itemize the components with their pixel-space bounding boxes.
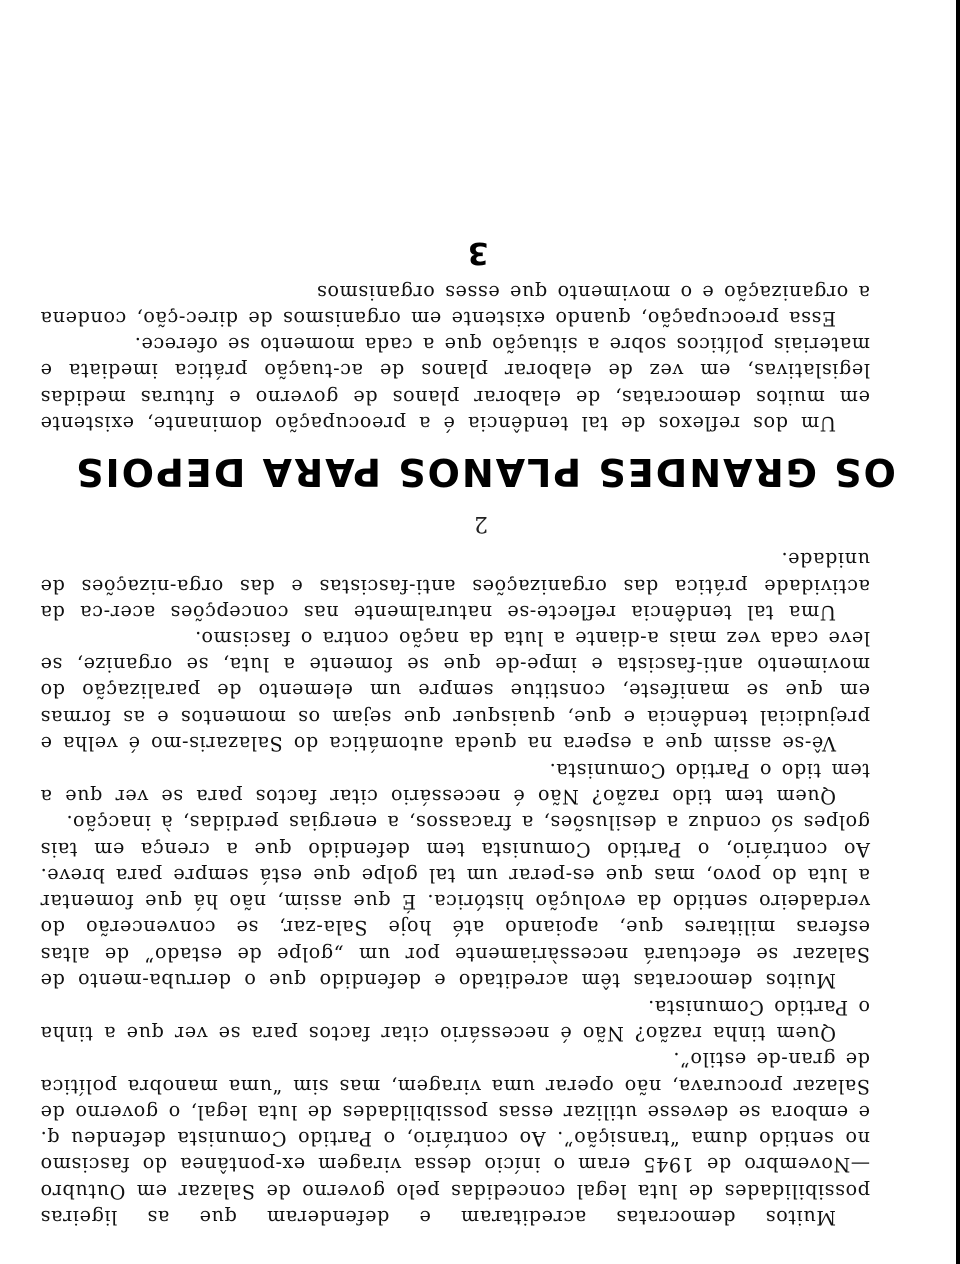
scan-edge-line — [956, 0, 960, 1264]
paragraph-tendencia-reflecte: Uma tal tendência reflecte-se naturalmente nas concepções acer-ca da actividade prática das organizações anti-fascistas e das orga-nizações de unidade. — [40, 548, 870, 624]
paragraph-quem-tem-tido-razao: Quem tem tido razão? Não é necessário citar factos para se ver que a tem tido o Partido Comunista. — [40, 758, 870, 808]
paragraph-quem-tinha-razao: Quem tinha razão? Não é necessário citar factos para se ver que a tinha o Partido Comunista. — [40, 995, 870, 1045]
section-divider-mark: 2 — [474, 511, 488, 536]
paragraph-golpe-de-estado: Muitos democratas têm acreditado e defendido que o derruba-mento de Salazar se efectuará necessàriamente por um „golpe de estado” de altas esferas militares que, apoiando até hoje Sala-zar, se convencerão do verdadeiro sentido da evolução histórica. É que assim, não há que fomentar a luta do povo, mas que es-perar um tal golpe que está sempre para breve. Ao contrário, o Partido Comunista tem defendido que a crença em tais golpes só conduz a desilusões, a fracassos, a energias perdidas, à inacção. — [40, 811, 870, 992]
section-title: OS GRANDES PLANOS PARA DEPOIS — [74, 450, 896, 494]
paragraph-viragem: Muitos democratas acreditaram e defenderam que as ligeiras possibilidades de luta legal concedidas pelo governo de Salazar em Outubro—Novembro de 1945 eram o início dessa viragem ex-pontânea do fascismo no sentido duma “transição”. Ao contrário, o Partido Comunista defendeu q. e embora se devesse utilizar essas possibilidades de luta legal, o governo de Salazar procurava, não operar uma viragem, mas sim “uma manobra política de gran-de estilo”. — [40, 1048, 870, 1229]
paragraph-reflexos: Um dos reflexos de tal tendência é a preocupação dominante, existente em muitos democratas, de elaborar planos de governo e futuras medidas legislativas, em vez de elaborar planos de ac-tuação prática imediata e materiais políticos sobre a situação que a cada momento se oferece. — [40, 333, 870, 435]
page-number: 3 — [467, 235, 489, 270]
paragraph-preocupacao: Essa preocupação, quando existente em organismos de direc-ção, condena a organização e o movimento que esses organismos — [40, 280, 870, 330]
paragraph-queda-automatica: Vê-se assim que a espera na queda automática do Salazaris-mo é velha e prejudicial tendência e que, quaisquer que sejam os momentos e as formas em que se manifeste, constitue sempre um elemento de paralização do movimento anti-fascista e impe-de que se fomente a luta, se organize, se leve cada vez mais a-diante a luta da nação contra o fascismo. — [40, 626, 870, 755]
